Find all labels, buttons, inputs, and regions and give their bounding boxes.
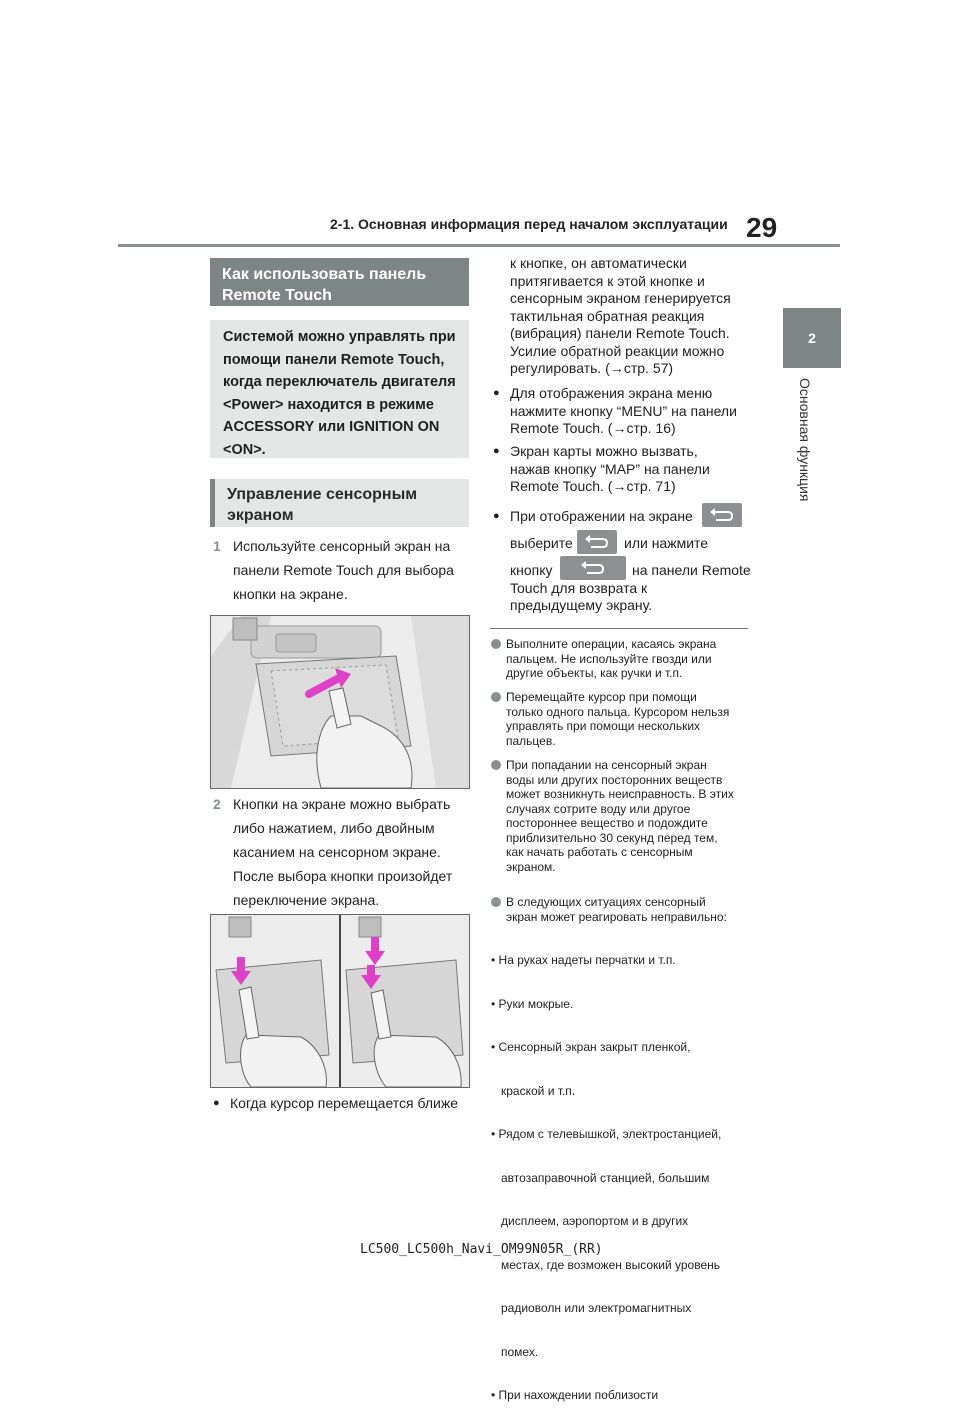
step-line: После выбора кнопки произойдет <box>233 868 453 884</box>
note-item <box>491 758 753 878</box>
bullet-dot-icon: ● <box>213 1097 220 1109</box>
step-line: кнопки на экране. <box>233 586 348 602</box>
note-line: местах, где возможен высокий уровень <box>491 1257 721 1272</box>
step-number: 1 <box>213 538 221 554</box>
section-heading-remote-touch <box>210 258 469 306</box>
note-line: управлять при помощи нескольких <box>506 719 701 733</box>
bullet-text: При отображении на экране <box>510 508 693 524</box>
bullet-dot-icon: ● <box>493 510 500 522</box>
note-line: пальцев. <box>506 733 556 748</box>
step-line: переключение экрана. <box>233 892 380 908</box>
note-line: • При нахождении поблизости <box>491 1388 659 1402</box>
note-line: Перемещайте курсор при помощи <box>506 690 697 704</box>
section-heading-touchscreen <box>210 479 469 527</box>
header-divider <box>118 244 840 247</box>
section-heading-line: Управление сенсорным <box>227 486 418 503</box>
intro-line: Системой можно управлять при <box>223 329 456 345</box>
step-1 <box>213 534 481 608</box>
intro-box <box>210 320 469 458</box>
page-number: 29 <box>746 212 778 243</box>
note-line: Выполните операции, касаясь экрана <box>506 637 717 651</box>
bullet-text: Touch для возврата к <box>510 580 648 596</box>
bullet-item <box>493 443 753 498</box>
note-line: • Рядом с телевышкой, электростанцией, <box>491 1127 722 1141</box>
bullet-text: Когда курсор перемещается ближе <box>230 1095 459 1111</box>
note-line: экран может реагировать неправильно: <box>506 909 727 924</box>
step-line: касанием на сенсорном экране. <box>233 844 441 860</box>
note-item <box>491 690 753 750</box>
document-footer: LC500_LC500h_Navi_OM99N05R_(RR) <box>360 1242 603 1257</box>
note-line: • Руки мокрые. <box>491 996 574 1011</box>
note-line: случаях сотрите воду или другое <box>506 801 691 816</box>
bullet-item <box>213 1095 481 1115</box>
paragraph-line: тактильная обратная реакция <box>510 307 705 324</box>
step-line: Кнопки на экране можно выбрать <box>233 796 451 812</box>
step-number: 2 <box>213 796 221 812</box>
intro-line: <Power> находится в режиме <box>223 396 434 413</box>
bullet-line: Экран карты можно вызвать, <box>510 443 698 459</box>
step-line: панели Remote Touch для выбора <box>233 562 454 578</box>
note-line: пальцем. Не используйте гвозди или <box>506 651 712 666</box>
paragraph-line: сенсорным экраном генерируется <box>510 290 731 306</box>
note-line: как начать работать с сенсорным <box>506 845 693 859</box>
bullet-line: нажмите кнопку “MENU” на панели <box>510 402 737 419</box>
note-line: радиоволн или электромагнитных <box>491 1301 692 1315</box>
note-item <box>491 637 753 683</box>
back-icon <box>560 556 626 580</box>
intro-line: <ON>. <box>223 441 266 458</box>
note-line: дисплеем, аэропортом и в других <box>491 1214 689 1228</box>
back-icon <box>702 503 742 527</box>
section-heading-line: Remote Touch <box>222 287 332 304</box>
bullet-text: выберите <box>510 535 573 551</box>
continuation-paragraph <box>510 255 760 380</box>
touchpad-swipe-illustration <box>210 615 470 789</box>
paragraph-line: к кнопке, он автоматически <box>510 255 687 271</box>
intro-line: ACCESSORY или IGNITION ON <box>223 419 440 435</box>
note-line: В следующих ситуациях сенсорный <box>506 895 706 909</box>
note-line: • На руках надеты перчатки и т.п. <box>491 953 676 967</box>
paragraph-line: Усилие обратной реакции можно <box>510 342 725 359</box>
touchpad-tap-illustration <box>210 914 470 1088</box>
note-line: другие объекты, как ручки и т.п. <box>506 666 683 680</box>
note-line: краской и т.п. <box>491 1083 576 1098</box>
chapter-tab: 2 <box>783 308 841 368</box>
paragraph-line: регулировать. (→стр. 57) <box>510 360 674 376</box>
section-heading-line: экраном <box>227 507 294 524</box>
step-line: либо нажатием, либо двойным <box>233 820 435 836</box>
note-line: помех. <box>491 1344 539 1359</box>
paragraph-line: (вибрация) панели Remote Touch. <box>510 325 730 341</box>
bullet-line: нажав кнопку “MAP” на панели <box>510 460 710 477</box>
note-bullet-icon <box>491 897 501 907</box>
bullet-dot-icon: ● <box>493 387 500 399</box>
note-line: При попадании на сенсорный экран <box>506 758 707 772</box>
note-line: может возникнуть неисправность. В этих <box>506 787 734 801</box>
note-line: экраном. <box>506 859 556 874</box>
step-2 <box>213 792 481 914</box>
note-bullet-icon <box>491 692 501 702</box>
bullet-dot-icon: ● <box>493 445 500 457</box>
note-line: воды или других посторонних веществ <box>506 772 723 787</box>
note-line: только одного пальца. Курсором нельзя <box>506 704 730 719</box>
section-heading-line: Как использовать панель <box>222 266 427 283</box>
bullet-text: предыдущему экрану. <box>510 597 653 613</box>
note-bullet-icon <box>491 639 501 649</box>
bullet-item <box>493 385 753 440</box>
note-line: автозаправочной станцией, большим <box>491 1170 710 1185</box>
note-line: приблизительно 30 секунд перед тем, <box>506 830 718 845</box>
chapter-tab-label: Основная функция <box>797 378 813 502</box>
bullet-line: Remote Touch. (→стр. 71) <box>510 478 676 494</box>
bullet-text: на панели Remote <box>632 562 751 578</box>
bullet-text: кнопку <box>510 562 553 578</box>
step-line: Используйте сенсорный экран на <box>233 538 451 554</box>
chapter-header: 2-1. Основная информация перед началом эксплуатации <box>330 216 728 232</box>
note-line: • Сенсорный экран закрыт пленкой, <box>491 1040 691 1054</box>
bullet-line: Remote Touch. (→стр. 16) <box>510 420 676 436</box>
bullet-text: или нажмите <box>624 535 709 551</box>
notes-divider <box>490 628 748 629</box>
note-sublist <box>491 924 753 1402</box>
intro-line: помощи панели Remote Touch, <box>223 351 445 368</box>
paragraph-line: притягивается к этой кнопке и <box>510 272 705 289</box>
intro-line: когда переключатель двигателя <box>223 374 456 390</box>
note-line: постороннее вещество и подождите <box>506 816 708 830</box>
bullet-line: Для отображения экрана меню <box>510 385 713 401</box>
note-bullet-icon <box>491 760 501 770</box>
back-icon <box>577 530 617 554</box>
